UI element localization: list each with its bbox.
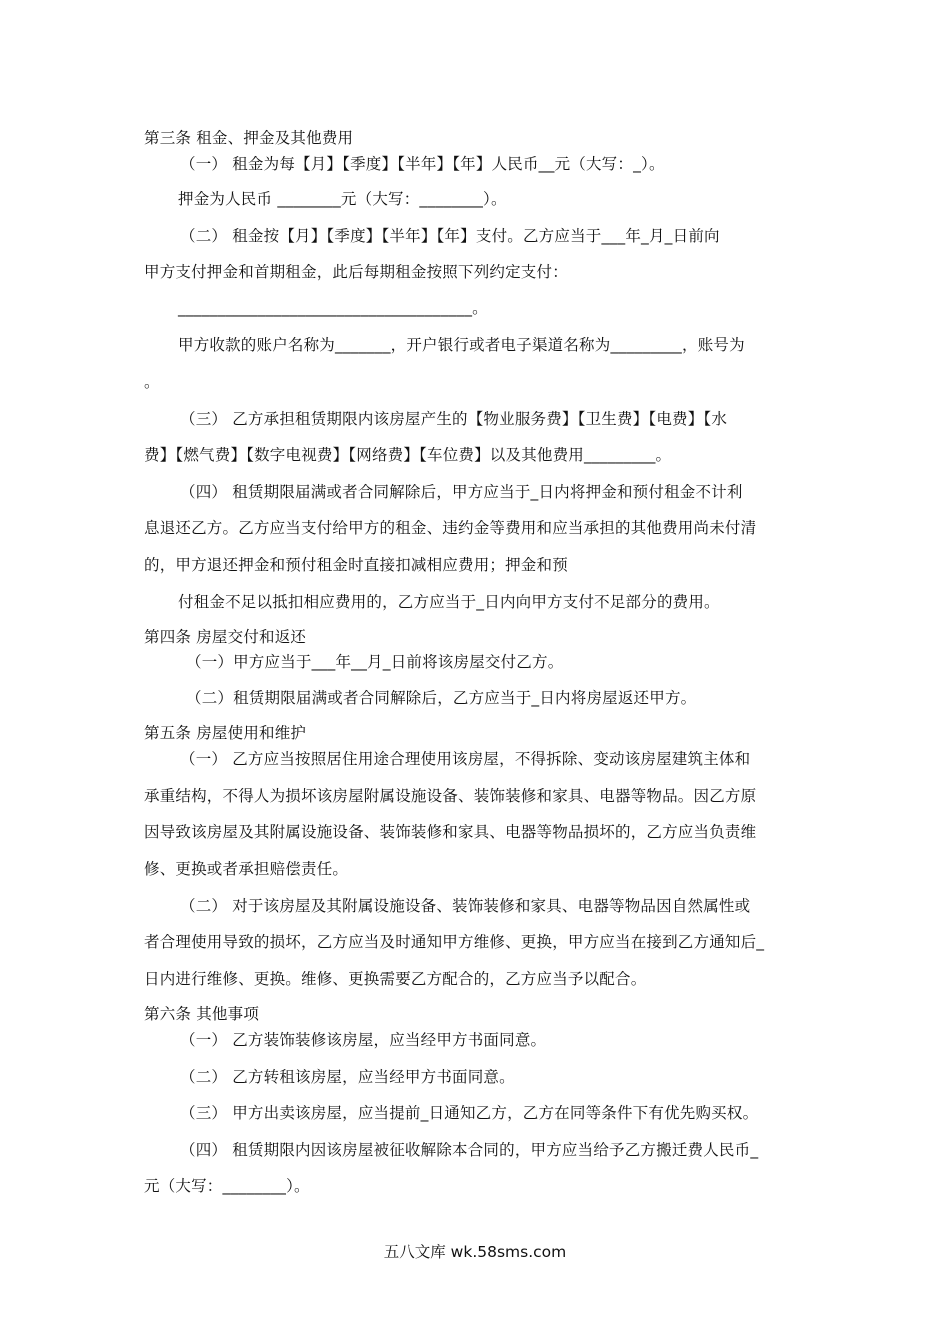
paragraph-line: 日内进行维修、更换。维修、更换需要乙方配合的，乙方应当予以配合。 (144, 970, 647, 988)
paragraph-line: 承重结构，不得人为损坏该房屋附属设施设备、装饰装修和家具、电器等物品。因乙方原 (144, 787, 757, 805)
paragraph-line: 元（大写：________）。 (144, 1177, 310, 1195)
paragraph-line: 息退还乙方。乙方应当支付给甲方的租金、违约金等费用和应当承担的其他费用尚未付清 (144, 519, 757, 537)
paragraph-line: 者合理使用导致的损坏，乙方应当及时通知甲方维修、更换，甲方应当在接到乙方通知后_ (144, 933, 765, 951)
paragraph-line: 费】【燃气费】【数字电视费】【网络费】【车位费】以及其他费用_________。 (144, 446, 672, 464)
section-heading-5: 第五条 房屋使用和维护 (144, 724, 307, 742)
paragraph-line: 的，甲方退还押金和预付租金时直接扣减相应费用；押金和预 (144, 556, 568, 574)
paragraph-line: （二） 乙方转租该房屋，应当经甲方书面同意。 (180, 1068, 515, 1086)
paragraph-line: 甲方支付押金和首期租金，此后每期租金按照下列约定支付： (144, 263, 568, 281)
paragraph-line: 付租金不足以抵扣相应费用的，乙方应当于_日内向甲方支付不足部分的费用。 (178, 593, 720, 611)
paragraph-line: （三） 甲方出卖该房屋，应当提前_日通知乙方，乙方在同等条件下有优先购买权。 (180, 1104, 759, 1122)
paragraph-line: 押金为人民币 ________元（大写：________）。 (178, 190, 507, 208)
paragraph-line: （三） 乙方承担租赁期限内该房屋产生的【物业服务费】【卫生费】【电费】【水 (180, 410, 728, 428)
paragraph-line: （一） 乙方装饰装修该房屋，应当经甲方书面同意。 (180, 1031, 547, 1049)
section-heading-3: 第三条 租金、押金及其他费用 (144, 129, 354, 147)
paragraph-line: 。 (144, 373, 160, 391)
paragraph-line: （一） 乙方应当按照居住用途合理使用该房屋，不得拆除、变动该房屋建筑主体和 (180, 750, 751, 768)
section-heading-4: 第四条 房屋交付和返还 (144, 628, 307, 646)
paragraph-line: 修、更换或者承担赔偿责任。 (144, 860, 349, 878)
section-heading-6: 第六条 其他事项 (144, 1005, 260, 1023)
paragraph-line: （四） 租赁期限届满或者合同解除后，甲方应当于_日内将押金和预付租金不计利 (180, 483, 743, 501)
paragraph-line: _____________________________________。 (178, 299, 488, 317)
paragraph-line: 因导致该房屋及其附属设施设备、装饰装修和家具、电器等物品损坏的，乙方应当负责维 (144, 823, 757, 841)
paragraph-line: （一）甲方应当于___年__月_日前将该房屋交付乙方。 (186, 653, 564, 671)
paragraph-line: （二）租赁期限届满或者合同解除后，乙方应当于_日内将房屋返还甲方。 (186, 689, 697, 707)
paragraph-line: （一） 租金为每【月】【季度】【半年】【年】人民币__元（大写：_）。 (180, 155, 665, 173)
footer-watermark: 五八文库 wk.58sms.com (383, 1243, 567, 1261)
paragraph-line: （二） 对于该房屋及其附属设施设备、装饰装修和家具、电器等物品因自然属性或 (180, 897, 751, 915)
paragraph-line: 甲方收款的账户名称为_______，开户银行或者电子渠道名称为_________，账号为 (178, 336, 745, 354)
paragraph-line: （二） 租金按【月】【季度】【半年】【年】支付。乙方应当于___年_月_日前向 (180, 227, 720, 245)
paragraph-line: （四） 租赁期限内因该房屋被征收解除本合同的，甲方应当给予乙方搬迁费人民币_ (180, 1141, 759, 1159)
